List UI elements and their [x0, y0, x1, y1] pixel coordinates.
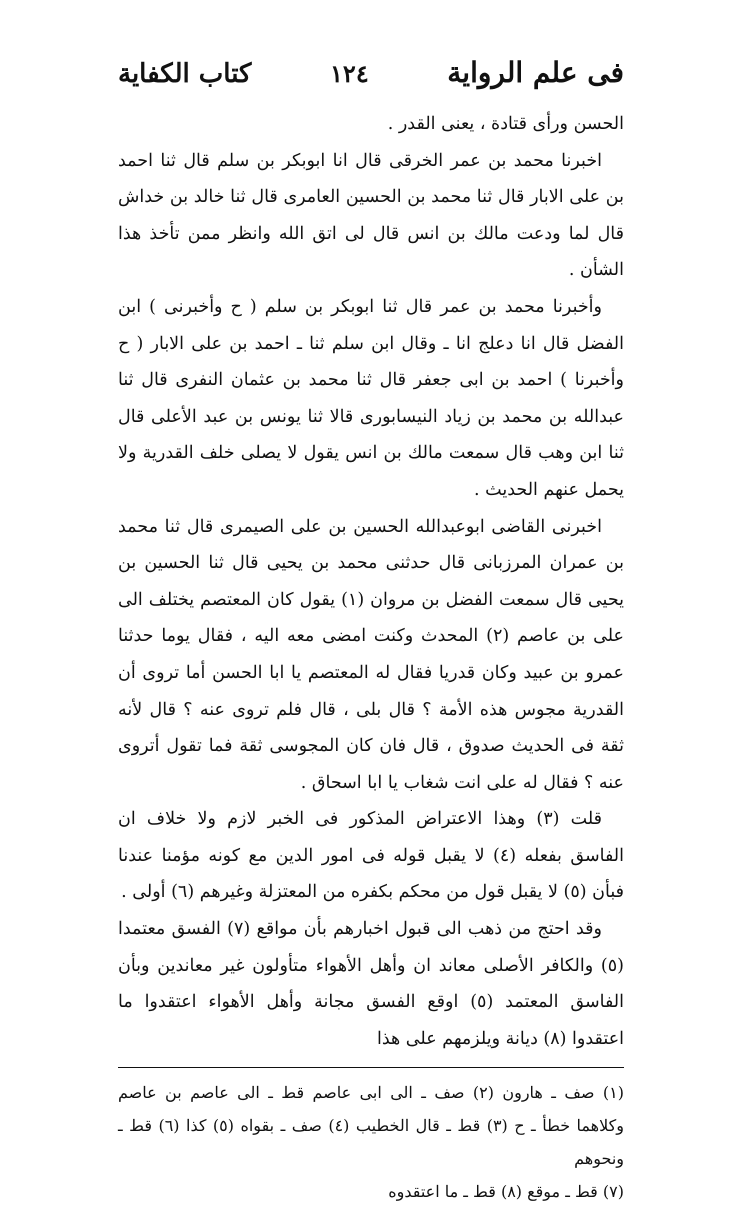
book-subtitle: فى علم الرواية: [447, 56, 624, 89]
book-title: كتاب الكفاية: [118, 59, 252, 89]
paragraph: وقد احتج من ذهب الى قبول اخبارهم بأن مواقع (٧) الفسق معتمدا (٥) والكافر الأصلى معاند ان وأهل الأهواء متأولون غير معاندين وبأن الفاسق المعتمد (٥) اوقع الفسق مجانة وأهل الأهواء اعتقدوا ما اعتقدوا (٨) ديانة ويلزمهم على هذا: [118, 919, 624, 1049]
paragraph: قلت (٣) وهذا الاعتراض المذكور فى الخبر لازم ولا خلاف ان الفاسق بفعله (٤) لا يقبل قوله فى امور الدين مع كونه مؤمنا عندنا فبأن (٥) لا يقبل قول من محكم بكفره من المعتزلة وغيرهم (٦) أولى .: [118, 809, 625, 903]
footnotes: [118, 1076, 624, 1208]
paragraph: اخبرنى القاضى ابوعبدالله الحسين بن على الصيمرى قال ثنا محمد بن عمران المرزبانى قال حدثنى محمد بن يحيى قال ثنا الحسين بن يحيى قال سمعت الفضل بن مروان (١) يقول كان المعتصم يختلف الى على بن عاصم (٢) المحدث وكنت امضى معه اليه ، فقال يوما حدثنا عمرو بن عبيد وكان قدريا فقال له المعتصم يا ابا الحسن أما تروى أن القدرية مجوس هذه الأمة ؟ قال بلى ، قال فلم تروى عنه ؟ قال لأنه ثقة فى الحديث صدوق ، قال فان كان المجوسى ثقة فما تقول أتروى عنه ؟ فقال له على انت شغاب يا ابا اسحاق .: [118, 516, 624, 793]
footnote-line: (١) صف ـ هارون (٢) صف ـ الى ابى عاصم قط ـ الى عاصم بن عاصم وكلاهما خطأ ـ ح (٣) قط ـ قال الخطيب (٤) صف ـ بقواه (٥) كذا (٦) قط ـ ونحوهم: [118, 1083, 624, 1169]
main-text: [118, 106, 624, 1057]
paragraph: وأخبرنا محمد بن عمر قال ثنا ابوبكر بن سلم ( ح وأخبرنى ) ابن الفضل قال انا دعلج انا ـ وقال ابن سلم ثنا ـ احمد بن على الابار ( ح وأخبرنا ) احمد بن ابى جعفر قال ثنا محمد بن عثمان النفرى قال ثنا عبدالله بن محمد بن زياد النيسابورى قالا ثنا يونس بن عبد الأعلى قال ثنا ابن وهب قال سمعت مالك بن انس يقول لا يصلى خلف القدرية ولا يحمل عنهم الحديث .: [118, 296, 624, 500]
page-header: [118, 56, 624, 102]
paragraph: الحسن ورأى قتادة ، يعنى القدر .: [387, 114, 624, 134]
paragraph: اخبرنا محمد بن عمر الخرقى قال انا ابوبكر بن سلم قال ثنا احمد بن على الابار قال ثنا محمد بن الحسين العامرى قال ثنا خالد بن خداش قال لما ودعت مالك بن انس قال لى اتق الله وانظر ممن تأخذ هذا الشأن .: [118, 150, 624, 281]
page-number: ١٢٤: [330, 59, 369, 88]
footnote-divider: [118, 1067, 624, 1068]
footnote-line: (٧) قط ـ موقع (٨) قط ـ ما اعتقدوه: [388, 1182, 624, 1202]
